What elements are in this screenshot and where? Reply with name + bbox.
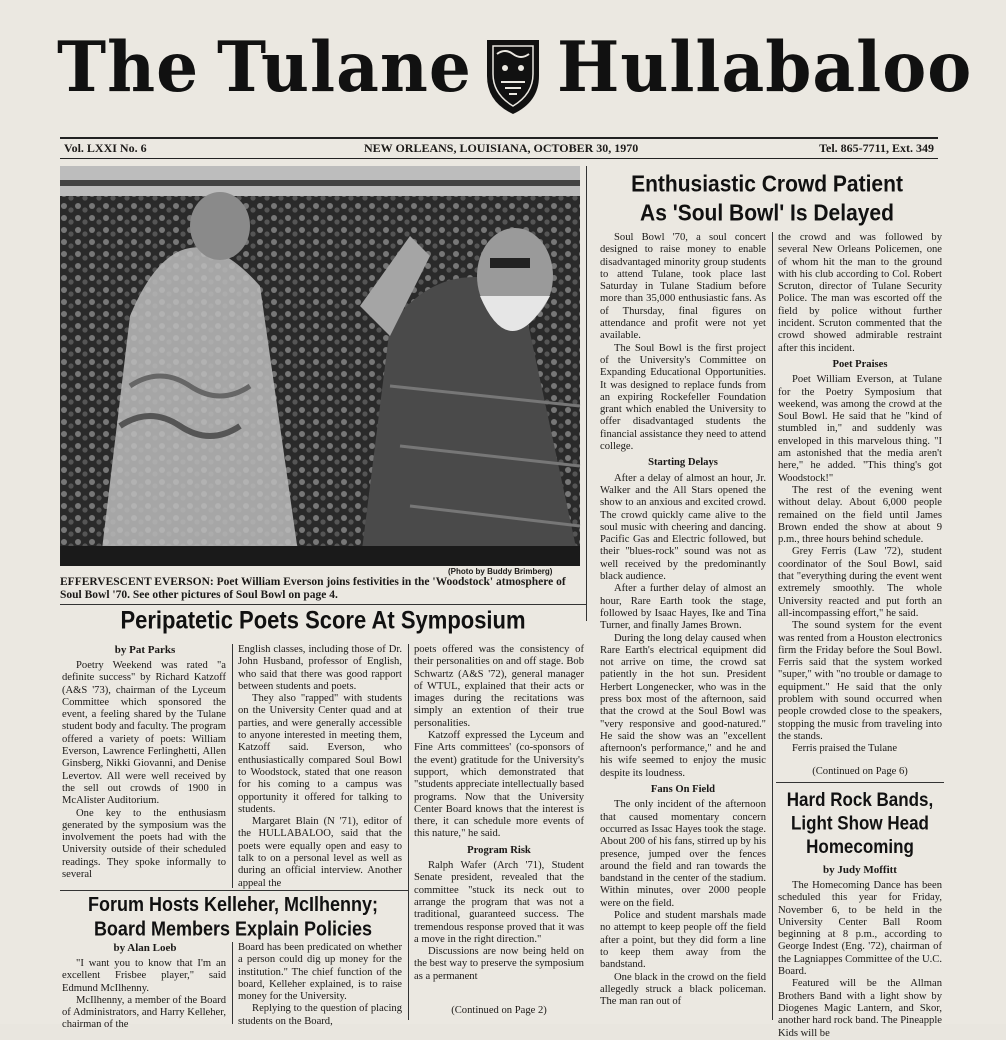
column-rule-photo-right — [586, 166, 587, 621]
soul-bowl-continued: (Continued on Page 6) — [812, 766, 908, 777]
homecoming-headline-line2: Light Show Head — [791, 812, 929, 834]
masthead-rule-top — [60, 137, 938, 139]
poets-column-1 — [62, 660, 226, 888]
paragraph: Discussions are now being held on the best way to preserve the symposium as a permanent — [414, 946, 584, 982]
forum-headline-line1: Forum Hosts Kelleher, McIlhenny; — [87, 893, 379, 916]
phone-number: Tel. 865-7711, Ext. 349 — [819, 141, 934, 155]
subheading-program-risk: Program Risk — [467, 844, 531, 856]
story-divider — [60, 604, 586, 605]
paragraph: Poetry Weekend was rated "a definite success" by Richard Katzoff (A&S '73), chairman of the Lyceum Committee which sponsored the event, a feeling shared by the Tulane student body and faculty. The program offered a variety of poets: William Everson, Lawrence Ferlinghetti, Allen Ginsberg, Nikki Giovanni, and Denise Levertov. All were well received by the sell out crowds of 1900 in McAlister Auditorium. — [62, 660, 226, 807]
poets-continued: (Continued on Page 2) — [451, 1005, 547, 1016]
homecoming-byline: by Judy Moffitt — [823, 864, 897, 876]
masthead-word-hullabaloo: Hullabaloo — [557, 26, 973, 108]
paragraph: Poet William Everson, at Tulane for the Poetry Symposium that weekend, was among the crowd at the Soul Bowl. He said that he "kind of stumbled in," and suddenly was enveloped in this marvelous thing. "I am astonished that the media aren't here," he added. "This thing's got Woodstock!" — [778, 374, 942, 484]
paragraph: They also "rapped" with students on the University Center quad and at parties, and were generally accessible to anyone interested in meeting them, Katzoff said. Everson, who enthusiastically compared Soul Bowl to Woodstock, stated that one reason for his coming to a campus was opportunity it offered for talking to students. — [238, 693, 402, 815]
paragraph: Soul Bowl '70, a soul concert designed to raise money to enable disadvantaged minority group students to attend Tulane, took place last Saturday in Tulane Stadium before more than 35,000 enthusiastic fans. As of Thursday, final figures on attendance and profit were not yet available. — [600, 232, 766, 342]
paragraph: "I want you to know that I'm an excellent Frisbee player," said Edmund McIlhenny. — [62, 958, 226, 994]
paragraph: McIlhenny, a member of the Board of Administrators, and Harry Kelleher, chairman of the — [62, 994, 226, 1031]
soul-bowl-headline-line1: Enthusiastic Crowd Patient — [631, 171, 903, 197]
subheading-fans-on-field: Fans On Field — [650, 784, 716, 796]
paragraph: During the long delay caused when Rare Earth's electrical equipment did not arrive on time, the crowd sat patiently in the hot sun. President Herbert Longenecker, who was in the press box most of the afternoon, said that the crowd at the Soul Bowl was "very responsive and good-natured." He said the show was an "excellent afternoon's performance," and he and his wife seemed to enjoy the music despite its loudness. — [600, 632, 766, 779]
paragraph: the crowd and was followed by several New Orleans Policemen, one of whom hit the man to the ground with his club according to Col. Robert Scruton, director of Tulane Security Police. The man was escorted off the field by police without further incident. Scruton commented that the crowd showed admirable restraint after this incident. — [778, 232, 942, 354]
homecoming-headline — [776, 788, 944, 859]
paragraph: Featured will be the Allman Brothers Band with a light show by Diogenes Magic Lantern, and Skor, another hard rock band. The Pineapple Kids will be — [778, 978, 942, 1039]
location-date: NEW ORLEANS, LOUISIANA, OCTOBER 30, 1970 — [364, 141, 639, 155]
column-rule — [232, 942, 233, 1024]
masthead-rule-bottom — [60, 158, 938, 159]
tulane-crest-icon — [483, 36, 543, 118]
column-rule — [772, 232, 773, 1020]
soul-bowl-headline — [592, 170, 942, 228]
masthead-word-tulane: Tulane — [217, 26, 472, 108]
photo-credit: (Photo by Buddy Brimberg) — [448, 567, 553, 576]
forum-byline: by Alan Loeb — [113, 942, 177, 954]
column-rule — [232, 644, 233, 888]
story-divider — [60, 890, 408, 891]
homecoming-column — [778, 880, 942, 1039]
paragraph: English classes, including those of Dr. John Husband, professor of English, who said that there was good rapport between students and poets. — [238, 644, 402, 692]
paragraph: Police and student marshals made no attempt to keep people off the field after a point, but they did form a line to keep them away from the bandstand. — [600, 910, 766, 971]
forum-headline-line2: Board Members Explain Policies — [93, 917, 373, 941]
masthead-word-the: The — [57, 26, 200, 108]
forum-column-1 — [62, 958, 226, 1031]
poets-headline: Peripatetic Poets Score At Symposium — [120, 606, 526, 634]
soul-bowl-photo — [60, 166, 580, 566]
paragraph: Grey Ferris (Law '72), student coordinator of the Soul Bowl, said that "everything during the event went extremely smoothly. The whole University reacted and put forth an all-incompassing effort," he said. — [778, 546, 942, 619]
homecoming-headline-line3: Homecoming — [806, 836, 914, 858]
paragraph: One black in the crowd on the field allegedly struck a black policeman. The man ran out of — [600, 971, 766, 1008]
paragraph: The sound system for the event was rented from a Houston electronics firm the Friday before the Soul Bowl. Ferris said that the system worked "super," with "no trouble or damage to equipment." He said that the only problem with sound occurred when people crowded close to the speakers, stopping the music from traveling into the stands. — [778, 620, 942, 742]
subheading-poet-praises: Poet Praises — [832, 358, 888, 370]
paragraph: The Soul Bowl is the first project of the University's Committee on Expanding Educational Opportunities. It was designed to replace funds from an expiring Rockefeller Foundation grant which enabled the University to offer disadvantaged students the financial assistance they need to attend college. — [600, 342, 766, 453]
paragraph: After a further delay of almost an hour, Rare Earth took the stage, followed by Isaac Hayes, Ike and Tina Turner, and finally James Brown. — [600, 583, 766, 632]
poets-column-3 — [414, 644, 584, 1006]
forum-headline — [60, 892, 406, 941]
dateline — [64, 141, 934, 157]
paragraph: Board has been predicated on whether a person could dig up money for the institution." The chief function of the board, Kelleher explained, is to raise money for the University. — [238, 942, 402, 1003]
homecoming-headline-line1: Hard Rock Bands, — [786, 789, 934, 811]
poets-column-2 — [238, 644, 402, 888]
paragraph: The Homecoming Dance has been scheduled this year for Friday, November 6, to be held in the University Center Ball Room beginning at 8 p.m., according to George Indest (Eng. '72), chairman of the Lagniappes Committee of the U.C. Board. — [778, 880, 942, 978]
paragraph: One key to the enthusiasm generated by the symposium was the involvement the poets had with the University outside of their scheduled readings. They spoke informally to several — [62, 807, 226, 881]
subheading-starting-delays: Starting Delays — [648, 457, 718, 469]
paragraph: Katzoff expressed the Lyceum and Fine Arts committees' (co-sponsors of the event) gratitude for the University's support, which demonstrated that "students appreciate intellectually based programs. Now that the University Center Board knows that the interest is there, it can schedule more events of this nature," he said. — [414, 730, 584, 840]
masthead — [55, 24, 973, 134]
paragraph: Replying to the question of placing students on the Board, — [238, 1003, 402, 1027]
forum-column-2 — [238, 942, 402, 1027]
paragraph: Margaret Blain (N '71), editor of the HULLABALOO, said that the poets were equally open and easy to talk to on a personal level as well as during an official interview. Another appeal the — [238, 816, 402, 889]
soul-bowl-column-1 — [600, 232, 766, 1020]
paragraph: poets offered was the consistency of their personalities on and off stage. Bob Schwartz (A&S '72), general manager of WTUL, explained that their acts or images during the recitations was simply an extention of their true personalities. — [414, 644, 584, 729]
poets-byline: by Pat Parks — [114, 644, 176, 656]
story-divider — [776, 782, 944, 783]
crowd-photo-image — [60, 166, 580, 566]
paragraph: Ralph Wafer (Arch '71), Student Senate president, revealed that the committee "stuck its neck out to arrange the program that was not a traditional, guaranteed success. The tremendous response proved that it was a move in the right direction." — [414, 860, 584, 945]
soul-bowl-headline-line2: As 'Soul Bowl' Is Delayed — [640, 200, 894, 226]
paragraph: The only incident of the afternoon that caused momentary concern occurred as Issac Hayes took the stage. About 200 of his fans, stirred up by his presence, jumped over the fences around the field and ran towards the bandstand in the center of the stadium. Within minutes, over 2000 people were on the field. — [600, 799, 766, 909]
soul-bowl-column-2 — [778, 232, 942, 780]
paragraph: After a delay of almost an hour, Jr. Walker and the All Stars opened the show to an anxious and excited crowd. The crowd quickly came alive to the soul music with cheering and dancing. Pacific Gas and Electric followed, but their "blues-rock" sound was not as well received by the predominantly black audience. — [600, 472, 766, 583]
photo-caption: EFFERVESCENT EVERSON: Poet William Everson joins festivities in the 'Woodstock' atmosphere of Soul Bowl '70. See other pictures of Soul Bowl on page 4. — [60, 576, 566, 601]
paragraph: Ferris praised the Tulane — [792, 743, 898, 755]
column-rule — [408, 644, 409, 1020]
volume-number: Vol. LXXI No. 6 — [64, 141, 147, 155]
paragraph: The rest of the evening went without delay. About 6,000 people remained on the field until James Brown ended the show at about 9 p.m., three hours behind schedule. — [778, 484, 942, 546]
